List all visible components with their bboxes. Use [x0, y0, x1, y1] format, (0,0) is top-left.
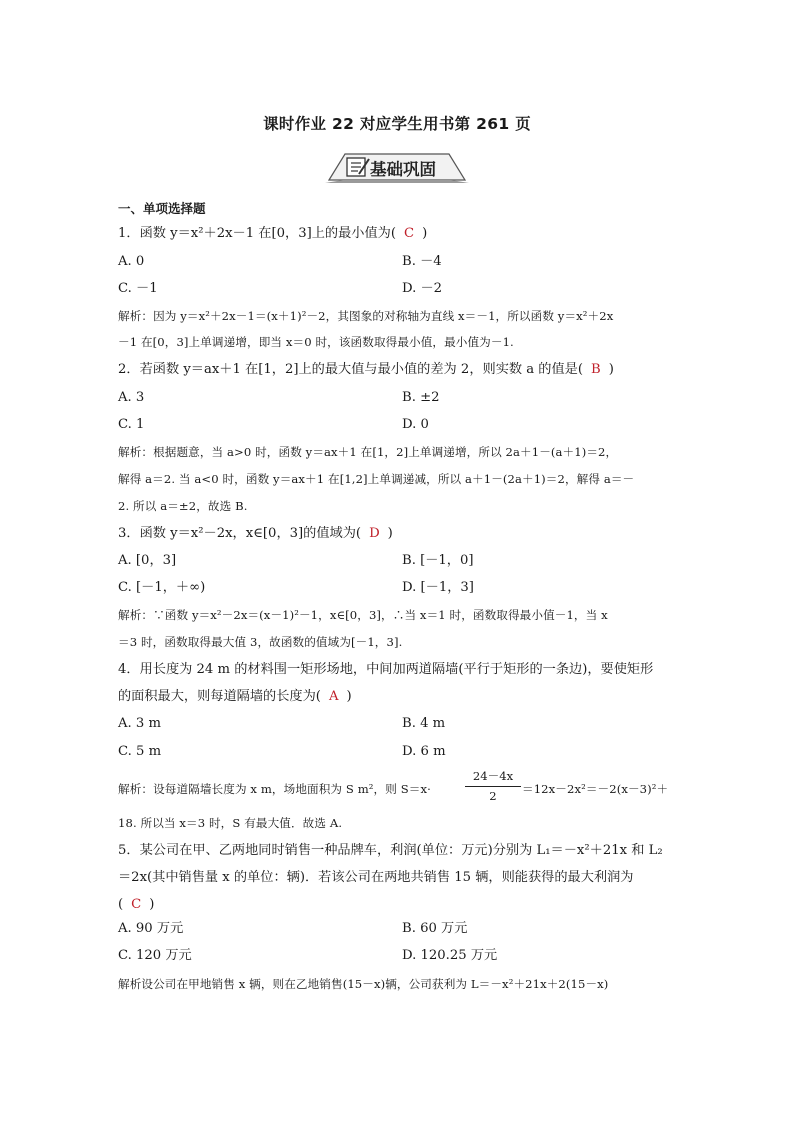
- fraction-denominator: 2: [489, 789, 497, 803]
- option-b: B. 4 m: [402, 716, 446, 731]
- banner-label: 基础巩固: [370, 160, 436, 179]
- solution-5-line: 解析设公司在甲地销售 x 辆，则在乙地销售(15－x)辆，公司获利为 L＝－x²＋21x＋2(15－x): [118, 977, 609, 991]
- question-5-stem: 5．某公司在甲、乙两地同时销售一种品牌车，利润(单位：万元)分别为 L₁＝－x²＋21x 和 L₂: [118, 843, 663, 858]
- option-b: B. －4: [402, 254, 442, 269]
- option-b: B. 60 万元: [402, 921, 468, 936]
- question-2-stem: 2．若函数 y＝ax＋1 在[1，2]上的最大值与最小值的差为 2，则实数 a 的值是( B ): [118, 362, 614, 377]
- option-c: C. 120 万元: [118, 948, 192, 963]
- solution-2-line: 解析：根据题意，当 a>0 时，函数 y＝ax＋1 在[1，2]上单调递增，所以 2a＋1－(a＋1)＝2，: [118, 445, 618, 459]
- question-3-stem: 3．函数 y＝x²－2x，x∈[0，3]的值域为( D ): [118, 526, 393, 541]
- solution-1-line: －1 在[0，3]上单调递增，即当 x＝0 时，该函数取得最小值，最小值为－1.: [118, 335, 514, 349]
- solution-4-line: 18. 所以当 x＝3 时，S 有最大值．故选 A.: [118, 816, 343, 830]
- question-5-stem: ＝2x(其中销售量 x 的单位：辆)．若该公司在两地共销售 15 辆，则能获得的最大利润为: [118, 870, 634, 885]
- solution-1-line: 解析：因为 y＝x²＋2x－1＝(x＋1)²－2，其图象的对称轴为直线 x＝－1，所以函数 y＝x²＋2x: [118, 309, 614, 323]
- option-a: A. 90 万元: [118, 921, 184, 936]
- solution-2-line: 2. 所以 a＝±2，故选 B.: [118, 499, 248, 513]
- option-a: A. 3: [118, 390, 145, 405]
- section-heading: 一、单项选择题: [118, 201, 206, 216]
- solution-2-line: 解得 a＝2. 当 a<0 时，函数 y＝ax＋1 在[1,2]上单调递减，所以 a＋1－(2a＋1)＝2，解得 a＝－: [118, 472, 635, 486]
- question-4-stem: 的面积最大，则每道隔墙的长度为( A ): [118, 689, 352, 704]
- question-5-stem: ( C ): [118, 897, 155, 912]
- option-c: C. 5 m: [118, 744, 162, 759]
- option-a: A. 3 m: [118, 716, 161, 731]
- option-c: C. 1: [118, 417, 145, 432]
- option-d: D. 0: [402, 417, 429, 432]
- page-title: 课时作业 22 对应学生用书第 261 页: [263, 115, 531, 133]
- answer-1: C: [404, 226, 415, 241]
- question-1-stem: 1．函数 y＝x²＋2x－1 在[0，3]上的最小值为( C ): [118, 226, 428, 241]
- option-d: D. [－1，3]: [402, 580, 474, 595]
- answer-5: C: [131, 897, 142, 912]
- option-a: A. 0: [118, 254, 145, 269]
- solution-4-line: 解析：设每道隔墙长度为 x m，场地面积为 S m²，则 S＝x·: [118, 782, 431, 796]
- option-b: B. [－1，0]: [402, 553, 474, 568]
- solution-3-line: ＝3 时，函数取得最大值 3，故函数的值域为[－1，3].: [118, 635, 403, 649]
- fraction: [462, 768, 524, 805]
- option-b: B. ±2: [402, 390, 440, 405]
- solution-3-line: 解析：∵函数 y＝x²－2x＝(x－1)²－1，x∈[0，3]，∴当 x＝1 时，函数取得最小值－1，当 x: [118, 608, 608, 622]
- option-d: D. －2: [402, 281, 443, 296]
- answer-3: D: [369, 526, 380, 541]
- option-c: C. －1: [118, 281, 158, 296]
- answer-4: A: [328, 689, 339, 704]
- option-a: A. [0，3]: [118, 553, 177, 568]
- fraction-bar: [465, 786, 521, 787]
- option-d: D. 6 m: [402, 744, 446, 759]
- question-4-stem: 4．用长度为 24 m 的材料围一矩形场地，中间加两道隔墙(平行于矩形的一条边)，要使矩形: [118, 662, 654, 677]
- solution-4-line: ＝12x－2x²＝－2(x－3)²＋: [522, 782, 669, 796]
- answer-2: B: [591, 362, 601, 377]
- option-c: C. [－1，＋∞): [118, 580, 206, 595]
- fraction-numerator: 24－4x: [472, 769, 514, 783]
- option-d: D. 120.25 万元: [402, 948, 498, 963]
